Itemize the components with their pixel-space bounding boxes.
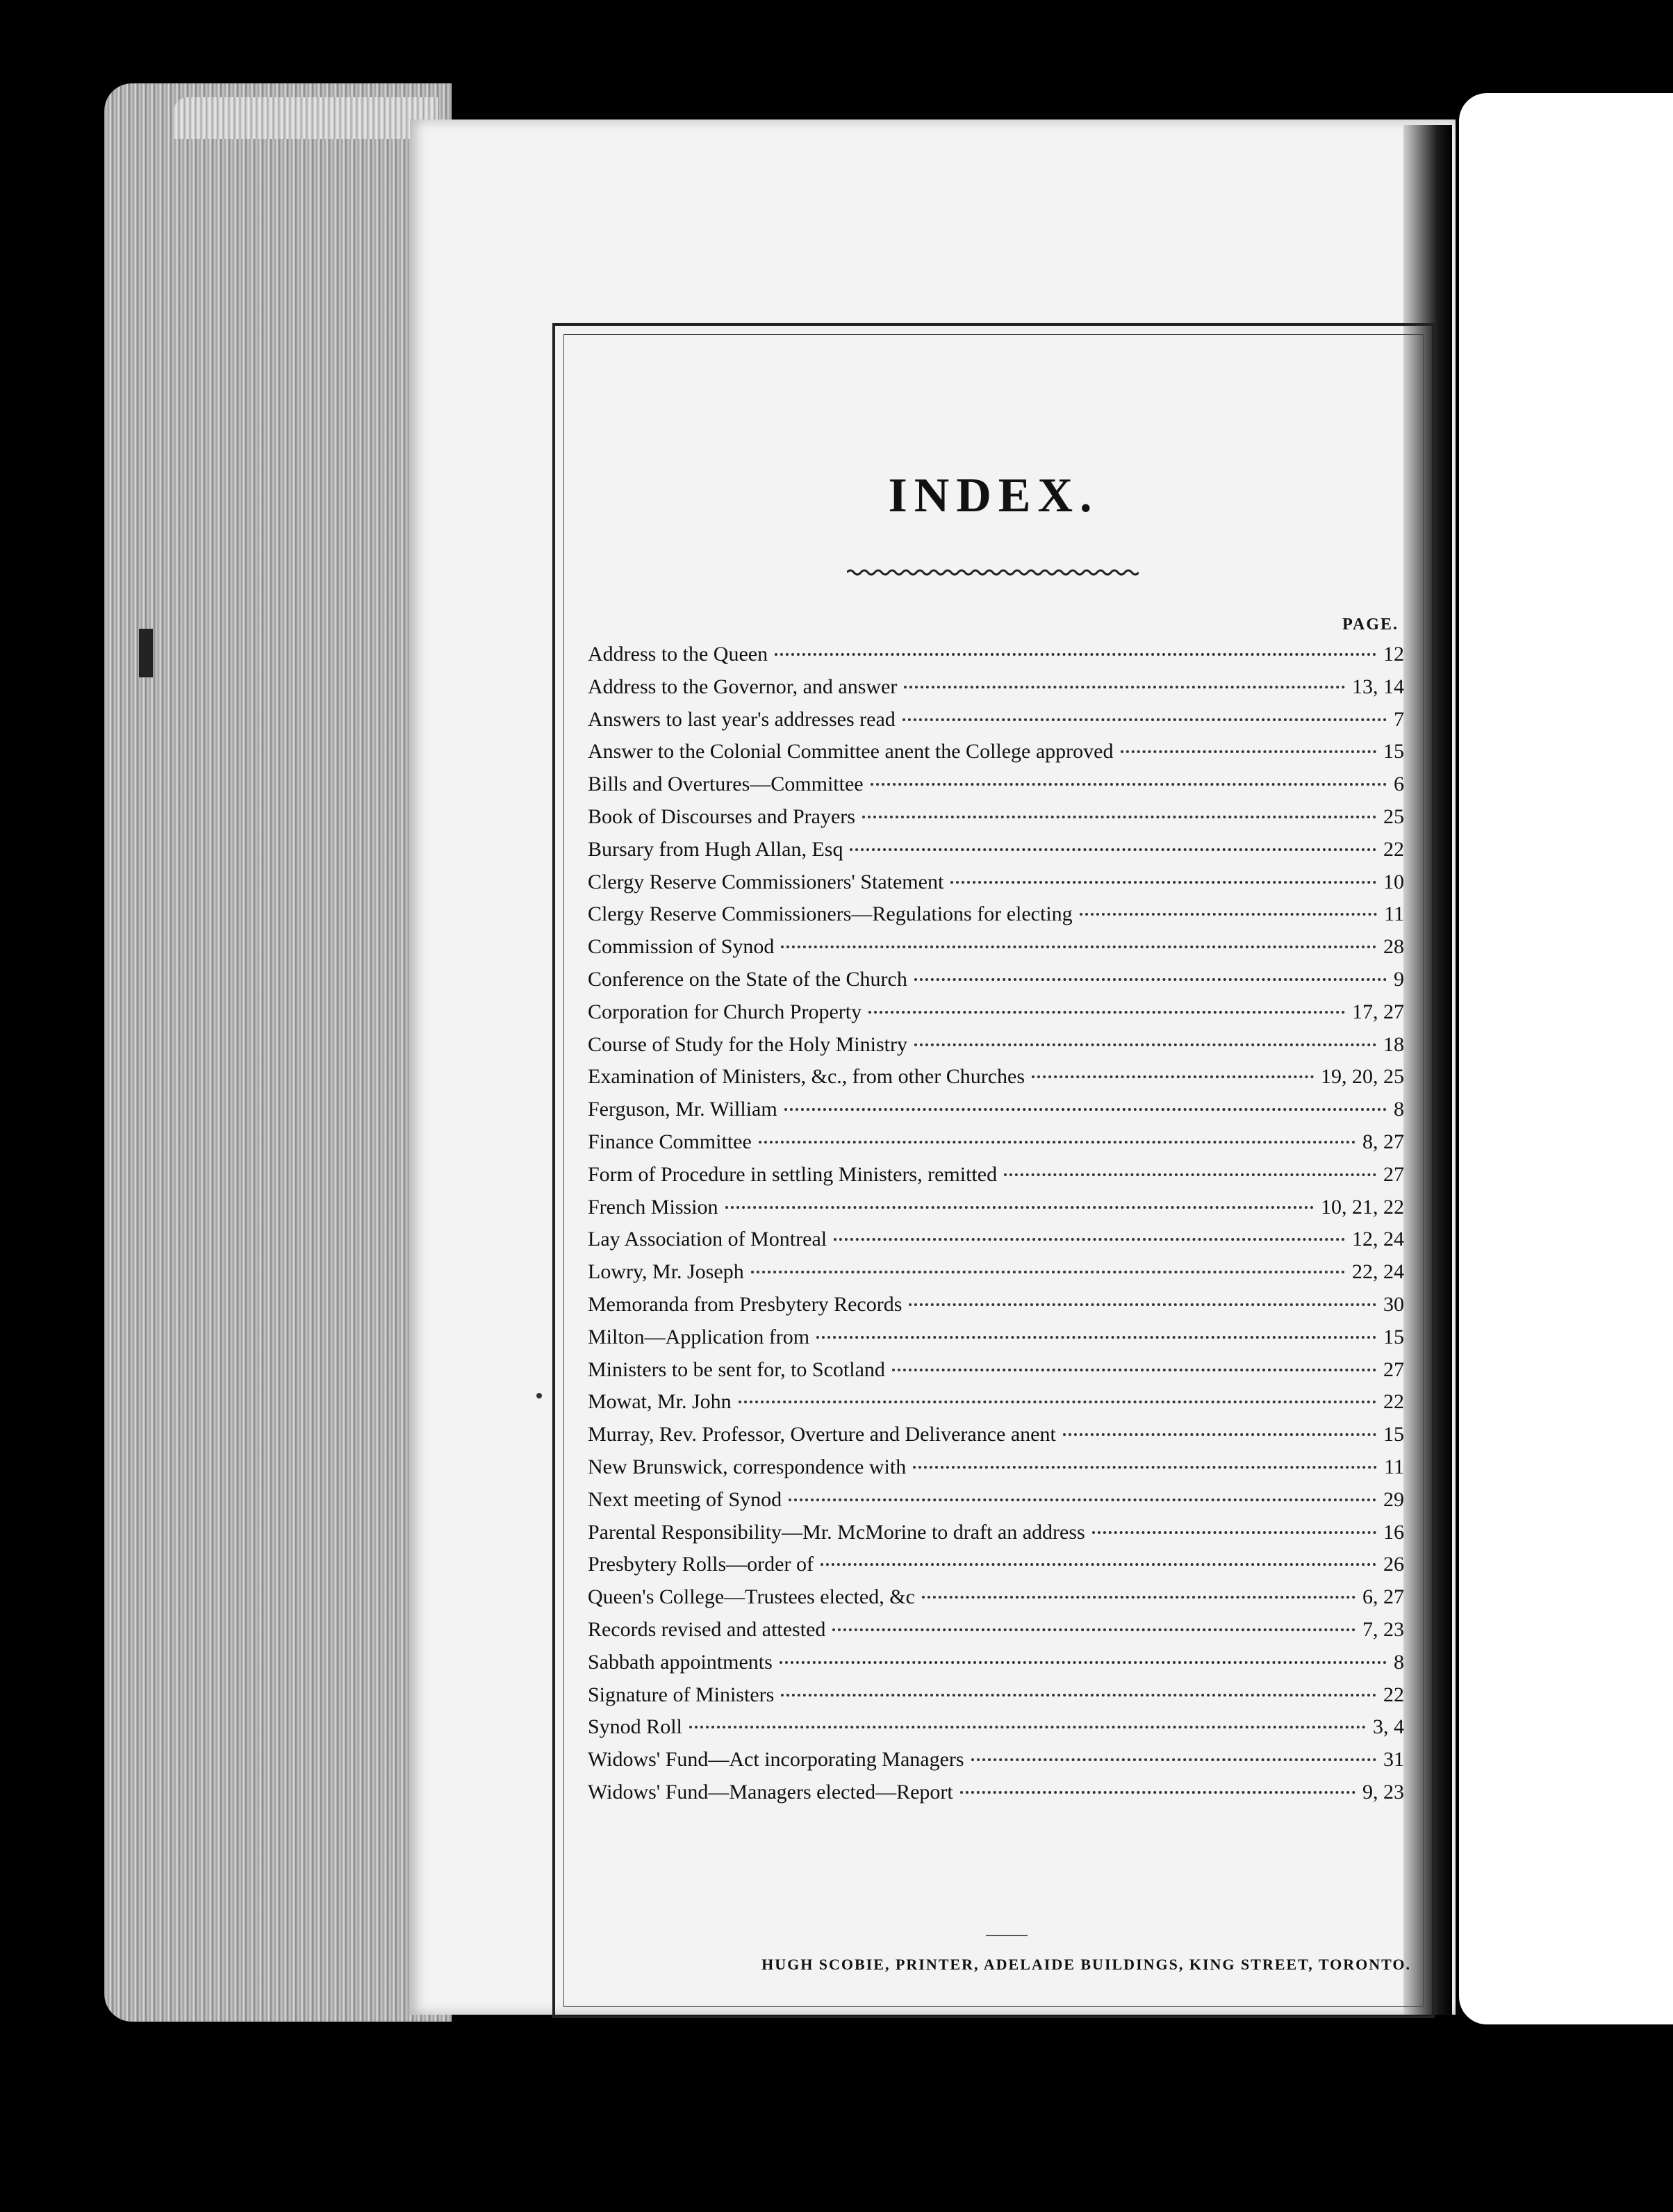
index-entry-pages: 7, 23 [1362, 1617, 1404, 1641]
index-entry-pages: 11 [1384, 902, 1404, 926]
index-entry [588, 1651, 1404, 1683]
index-entry [588, 1358, 1404, 1391]
dot-leader [903, 718, 1387, 721]
dot-leader [922, 1596, 1355, 1599]
index-entry [588, 1260, 1404, 1293]
index-entry [588, 675, 1404, 708]
index-entry-text: Address to the Queen [588, 643, 768, 666]
dot-leader [816, 1336, 1376, 1339]
index-entry [588, 935, 1404, 968]
index-entry-pages: 15 [1383, 1325, 1404, 1348]
index-entry-text: Clergy Reserve Commissioners—Regulations for electing [588, 902, 1073, 926]
decorative-wavy-rule [847, 566, 1139, 579]
dot-leader [868, 1011, 1345, 1014]
index-entry-text: Sabbath appointments [588, 1650, 773, 1674]
index-entry [588, 1585, 1404, 1618]
index-entry-text: Presbytery Rolls—order of [588, 1553, 814, 1576]
index-entry-pages: 3, 4 [1373, 1715, 1404, 1739]
index-entry [588, 1748, 1404, 1781]
index-entry [588, 1781, 1404, 1813]
index-entry-pages: 18 [1383, 1032, 1404, 1056]
dot-leader [689, 1726, 1366, 1728]
index-entry [588, 902, 1404, 935]
printer-imprint: HUGH SCOBIE, PRINTER, ADELAIDE BUILDINGS, KING STREET, TORONTO. [761, 1956, 1411, 1973]
index-entry-pages: 22 [1383, 837, 1404, 861]
index-entry-pages: 31 [1383, 1748, 1404, 1772]
index-entry-pages: 12 [1383, 643, 1404, 666]
index-entry-text: Lowry, Mr. Joseph [588, 1260, 744, 1284]
dot-leader [789, 1499, 1376, 1501]
dot-leader [739, 1401, 1376, 1403]
index-entry [588, 870, 1404, 903]
index-entry-text: New Brunswick, correspondence with [588, 1455, 907, 1478]
dot-leader [850, 848, 1376, 851]
dot-leader [1092, 1531, 1376, 1534]
dot-leader [784, 1108, 1387, 1111]
index-entry-text: Murray, Rev. Professor, Overture and Deliverance anent [588, 1423, 1056, 1446]
index-entry [588, 1521, 1404, 1553]
book-page-edges [104, 83, 452, 2022]
index-entry [588, 1423, 1404, 1455]
dot-leader [781, 1694, 1376, 1697]
index-entry-text: Ministers to be sent for, to Scotland [588, 1357, 885, 1381]
index-entry [588, 1196, 1404, 1228]
index-entry [588, 1455, 1404, 1488]
index-entry-text: Finance Committee [588, 1130, 752, 1153]
dot-leader [780, 1661, 1387, 1664]
index-entry-pages: 17, 27 [1352, 1000, 1404, 1023]
dot-leader [1121, 750, 1377, 753]
index-entry-list [588, 643, 1404, 1813]
index-entry-text: Widows' Fund—Managers elected—Report [588, 1780, 953, 1804]
dot-leader [834, 1238, 1345, 1241]
dot-leader [862, 816, 1376, 818]
index-entry-pages: 27 [1383, 1357, 1404, 1381]
index-entry-text: Memoranda from Presbytery Records [588, 1292, 903, 1316]
dot-leader [971, 1758, 1376, 1761]
index-entry [588, 643, 1404, 675]
index-entry-pages: 7 [1394, 707, 1404, 731]
index-entry-pages: 6 [1394, 773, 1404, 796]
index-entry-text: Widows' Fund—Act incorporating Managers [588, 1748, 964, 1772]
index-entry-pages: 16 [1383, 1520, 1404, 1544]
index-entry [588, 1488, 1404, 1521]
index-entry-pages: 29 [1383, 1487, 1404, 1511]
index-entry-text: Lay Association of Montreal [588, 1228, 827, 1251]
index-entry-pages: 9 [1394, 967, 1404, 991]
dot-leader [781, 946, 1376, 948]
dot-leader [909, 1303, 1376, 1306]
index-entry-text: Conference on the State of the Church [588, 967, 907, 991]
index-entry-text: Examination of Ministers, &c., from other Churches [588, 1065, 1025, 1089]
dot-leader [1080, 913, 1377, 916]
dot-leader [751, 1271, 1345, 1273]
index-entry-text: Bills and Overtures—Committee [588, 773, 864, 796]
index-entry-pages: 15 [1383, 1423, 1404, 1446]
dot-leader [821, 1563, 1376, 1566]
dot-leader [1032, 1075, 1314, 1078]
index-entry-text: Clergy Reserve Commissioners' Statement [588, 870, 944, 893]
index-entry [588, 1098, 1404, 1130]
dot-leader [904, 686, 1345, 688]
index-entry [588, 805, 1404, 838]
index-entry-text: Course of Study for the Holy Ministry [588, 1032, 907, 1056]
index-entry [588, 1715, 1404, 1748]
index-entry-pages: 10 [1383, 870, 1404, 893]
dot-leader [914, 978, 1387, 981]
index-entry-pages: 28 [1383, 935, 1404, 959]
facing-page [1459, 93, 1673, 2024]
index-entry-pages: 30 [1383, 1292, 1404, 1316]
index-entry-text: Synod Roll [588, 1715, 682, 1739]
stray-ink-mark [536, 1393, 542, 1398]
index-entry-text: Parental Responsibility—Mr. McMorine to draft an address [588, 1520, 1085, 1544]
page-edge-mark [139, 629, 153, 677]
index-entry [588, 1163, 1404, 1196]
index-entry [588, 740, 1404, 773]
index-entry-pages: 13, 14 [1352, 675, 1404, 698]
index-entry-text: Bursary from Hugh Allan, Esq [588, 837, 843, 861]
index-entry [588, 1130, 1404, 1163]
index-entry-text: Ferguson, Mr. William [588, 1098, 777, 1121]
dot-leader [759, 1141, 1355, 1144]
index-entry-pages: 19, 20, 25 [1321, 1065, 1404, 1089]
index-frame [552, 323, 1435, 2018]
dot-leader [1004, 1173, 1376, 1176]
index-entry-pages: 26 [1383, 1553, 1404, 1576]
dot-leader [913, 1466, 1377, 1469]
index-entry-pages: 12, 24 [1352, 1228, 1404, 1251]
dot-leader [1063, 1433, 1376, 1436]
dot-leader [725, 1206, 1314, 1209]
index-entry-text: Records revised and attested [588, 1617, 826, 1641]
dot-leader [775, 653, 1376, 656]
index-entry-text: Commission of Synod [588, 935, 775, 959]
index-entry [588, 1390, 1404, 1423]
dot-leader [871, 783, 1387, 786]
dot-leader [832, 1628, 1355, 1631]
index-entry-pages: 11 [1384, 1455, 1404, 1478]
index-entry [588, 773, 1404, 805]
index-entry-pages: 22, 24 [1352, 1260, 1404, 1284]
index-entry-text: French Mission [588, 1195, 718, 1219]
dot-leader [960, 1791, 1355, 1794]
index-entry [588, 1683, 1404, 1716]
index-entry [588, 968, 1404, 1000]
index-entry-text: Milton—Application from [588, 1325, 810, 1348]
index-entry [588, 1033, 1404, 1066]
dot-leader [950, 881, 1376, 884]
index-entry [588, 1065, 1404, 1098]
dot-leader [914, 1043, 1376, 1046]
index-entry-text: Book of Discourses and Prayers [588, 804, 855, 828]
index-entry [588, 1228, 1404, 1260]
index-entry-pages: 8 [1394, 1098, 1404, 1121]
index-entry-text: Corporation for Church Property [588, 1000, 862, 1023]
index-title: INDEX. [888, 469, 1099, 522]
imprint-rule [986, 1935, 1028, 1936]
index-entry-pages: 8, 27 [1362, 1130, 1404, 1153]
page-column-heading: PAGE. [1342, 616, 1399, 634]
index-entry-pages: 27 [1383, 1162, 1404, 1186]
index-entry-pages: 10, 21, 22 [1321, 1195, 1404, 1219]
book-page-edges-top [174, 97, 438, 139]
index-entry-text: Address to the Governor, and answer [588, 675, 898, 698]
index-entry-text: Queen's College—Trustees elected, &c [588, 1585, 915, 1609]
index-entry [588, 1326, 1404, 1358]
index-entry-pages: 22 [1383, 1390, 1404, 1414]
index-entry [588, 708, 1404, 741]
index-entry-text: Answers to last year's addresses read [588, 707, 896, 731]
index-entry-text: Mowat, Mr. John [588, 1390, 732, 1414]
dot-leader [892, 1369, 1376, 1371]
index-entry-text: Next meeting of Synod [588, 1487, 782, 1511]
index-entry [588, 1293, 1404, 1326]
index-entry-pages: 6, 27 [1362, 1585, 1404, 1609]
index-entry-pages: 25 [1383, 804, 1404, 828]
index-entry [588, 838, 1404, 870]
index-entry-text: Signature of Ministers [588, 1683, 775, 1706]
index-entry [588, 1553, 1404, 1585]
index-entry-pages: 8 [1394, 1650, 1404, 1674]
index-entry [588, 1000, 1404, 1033]
index-entry-text: Answer to the Colonial Committee anent the College approved [588, 740, 1114, 764]
index-entry-pages: 22 [1383, 1683, 1404, 1706]
index-entry [588, 1618, 1404, 1651]
index-entry-pages: 15 [1383, 740, 1404, 764]
index-entry-pages: 9, 23 [1362, 1780, 1404, 1804]
index-entry-text: Form of Procedure in settling Ministers, remitted [588, 1162, 998, 1186]
